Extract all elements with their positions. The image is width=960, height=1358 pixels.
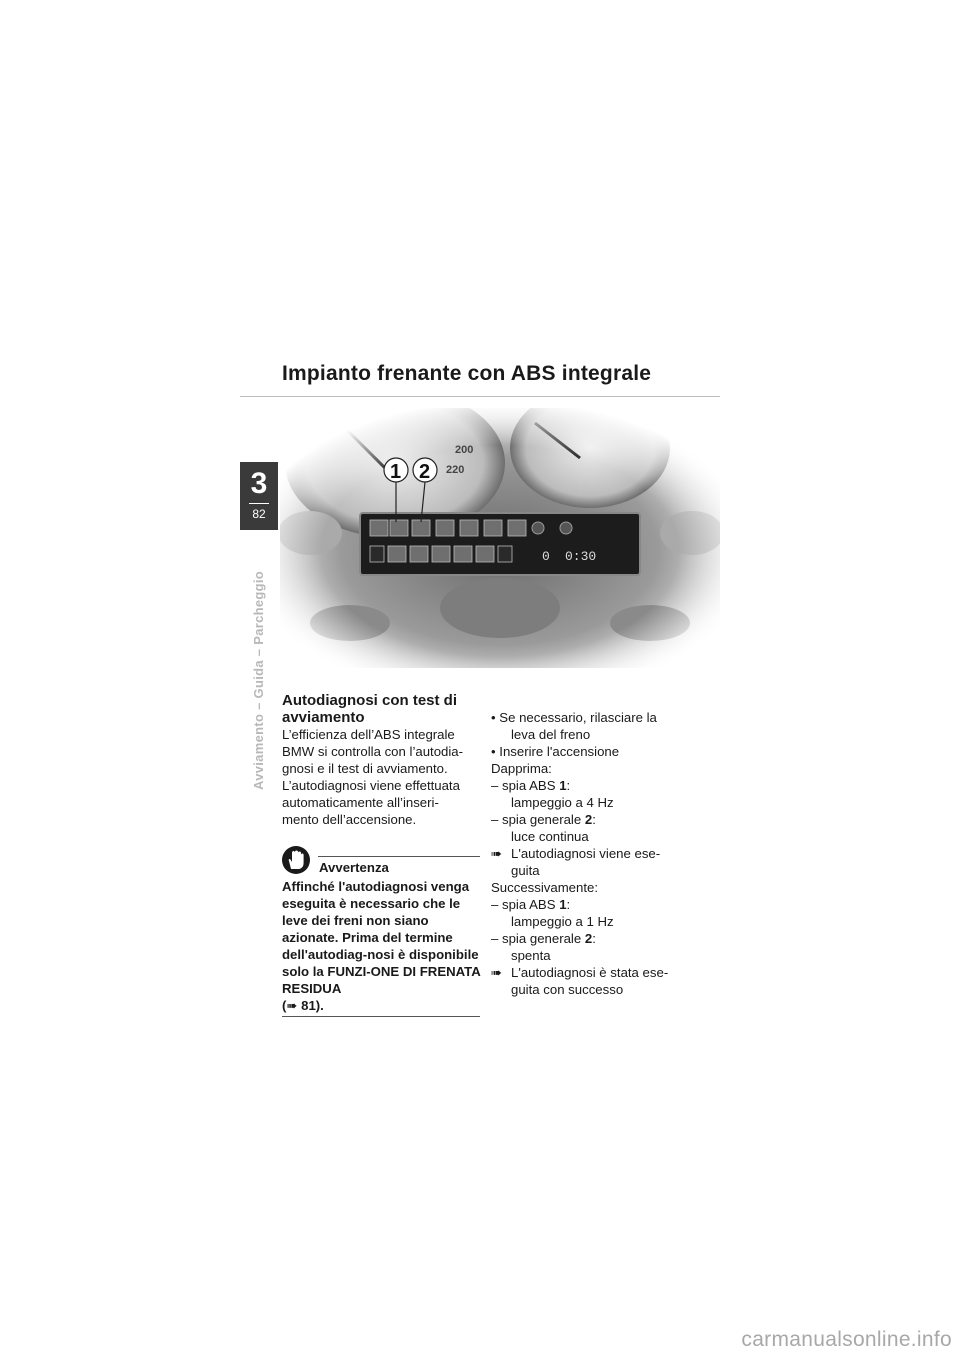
abs-light-first [491,777,711,794]
abs-light-first-detail: lampeggio a 4 Hz [511,795,614,810]
section-heading-line-1: Autodiagnosi con test di [282,692,457,709]
arrow-right-icon: ➠ [491,846,503,861]
general-light-text: – spia generale [491,812,585,827]
abs-light-number: 1 [559,778,567,793]
chapter-divider [249,503,269,504]
colon: : [566,778,571,793]
colon: : [592,931,596,946]
section-heading-line-2: avviamento [282,709,365,726]
arrow-right-icon: ➠ [491,965,503,980]
warning-text: Affinché l'autodiagnosi venga eseguita è necessario che le leve dei freni non siano azionate. Prima del termine dell'autodiag-nosi è disponibile solo la FUNZI-ONE DI FRENATA RESIDUA [282,879,481,996]
side-section-label: Avviamento – Guida – Parcheggio [251,570,266,790]
step-release-brake-line-1: • Se necessario, rilasciare la [491,710,657,725]
general-light-second [491,930,711,947]
callout-1-label: 1 [390,461,402,483]
section-intro: L’efficienza dell’ABS integrale BMW si controlla con l’autodia- gnosi e il test di avviamento. L’autodiagnosi viene effettuata automaticamente all’inseri- mento dell’accensione. [282,727,464,827]
warning-rule-bottom [282,1016,480,1017]
right-column [491,709,711,998]
footer-watermark: carmanualsonline.info [741,1328,952,1351]
general-light-number: 2 [584,931,593,946]
result-success-line-1: L'autodiagnosi è stata ese- [511,965,669,980]
warning-title: Avvertenza [319,860,389,875]
warning-rule-top [318,856,480,857]
result-success-line-2: guita con successo [511,982,624,997]
instrument-cluster-illustration [280,408,720,668]
page-title: Impianto frenante con ABS integrale [282,362,652,385]
colon: : [592,812,596,827]
abs-light-text: – spia ABS [491,897,560,912]
result-running-line-1: L'autodiagnosi viene ese- [511,846,661,861]
abs-light-second [491,896,711,913]
abs-light-number: 1 [559,897,567,912]
left-column [282,692,482,1017]
warning-body [282,878,482,1014]
general-light-text: – spia generale [491,931,585,946]
result-running-line-2: guita [511,863,540,878]
callout-2-label: 2 [419,461,431,483]
colon: : [566,897,571,912]
title-divider [240,396,720,397]
general-light-second-detail: spenta [511,948,551,963]
result-running [491,845,711,862]
step-ignition: • Inserire l'accensione [491,744,620,759]
step-release-brake-line-2: leva del freno [511,727,591,742]
step-release-brake-cont [491,726,711,743]
abs-light-second-detail: lampeggio a 1 Hz [511,914,614,929]
general-light-first-detail: luce continua [511,829,589,844]
result-success-cont [491,981,711,998]
general-light-first [491,811,711,828]
result-success [491,964,711,981]
step-release-brake [491,709,711,726]
first-label: Dapprima: [491,761,552,776]
section-heading [282,692,482,726]
warning-box [282,846,482,1017]
hand-stop-icon [282,846,310,874]
chapter-tab [240,462,278,530]
warning-reference: (➠ 81). [282,998,324,1013]
chapter-number: 3 [250,467,268,500]
general-light-number: 2 [584,812,593,827]
then-label: Successivamente: [491,880,599,895]
page-number: 82 [252,507,266,521]
result-running-cont [491,862,711,879]
instrument-cluster-photo [280,408,720,668]
abs-light-text: – spia ABS [491,778,560,793]
